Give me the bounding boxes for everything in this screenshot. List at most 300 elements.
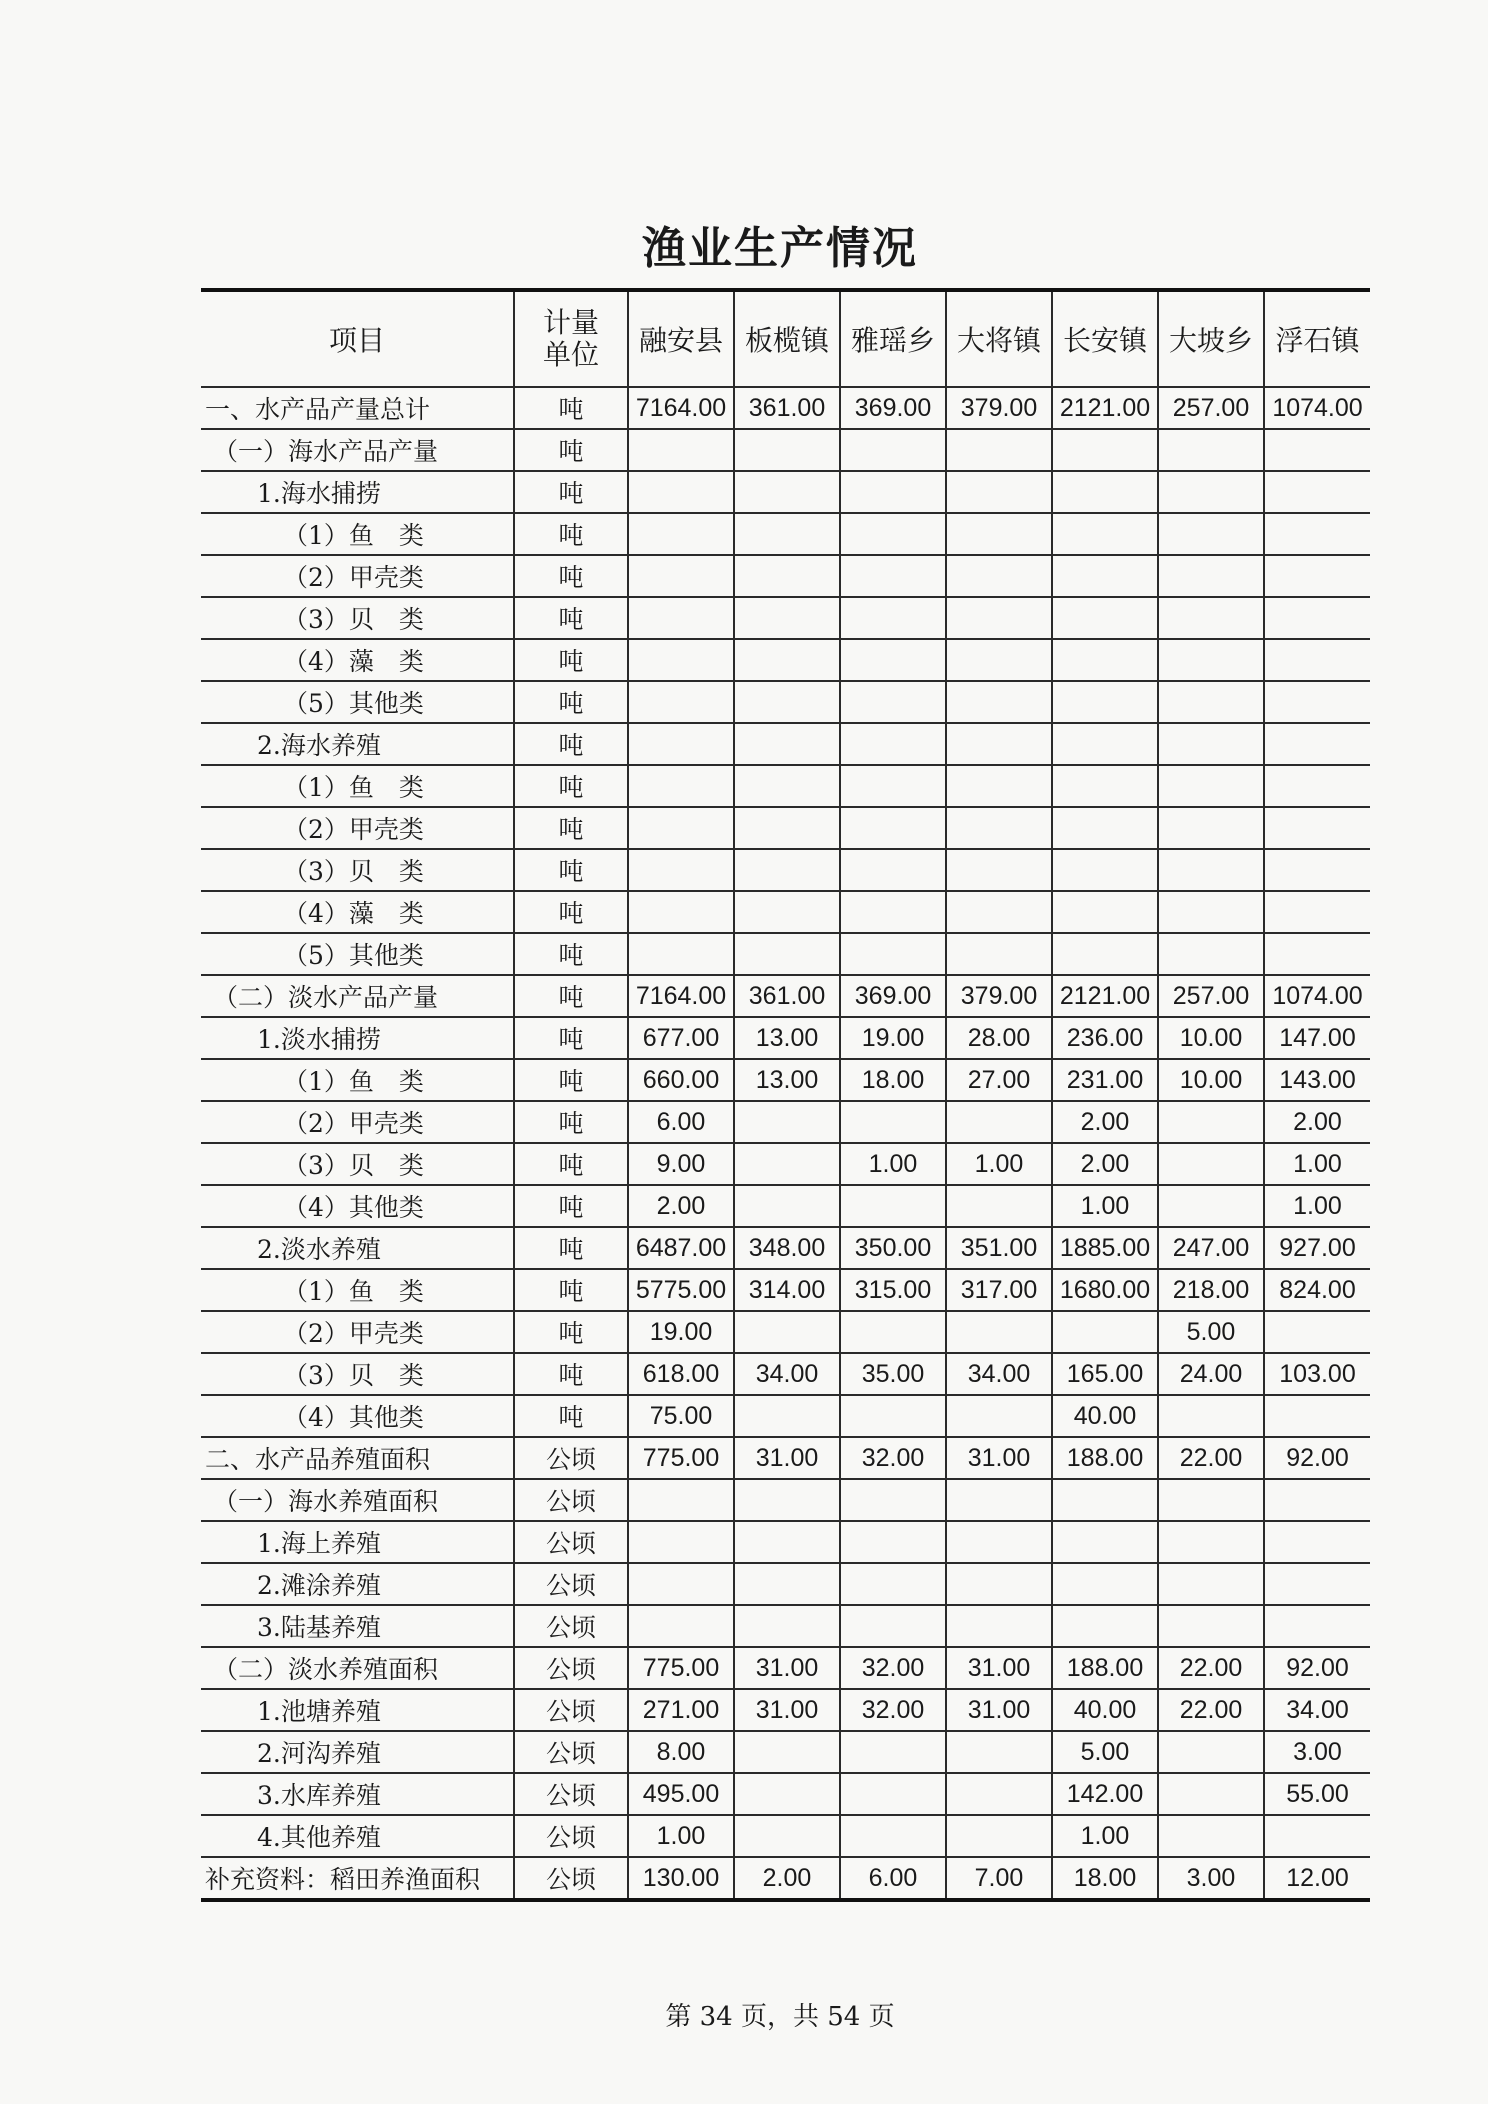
cell-value: 314.00 xyxy=(734,1269,840,1311)
cell-value: 361.00 xyxy=(734,975,840,1017)
cell-value xyxy=(734,1101,840,1143)
table-row xyxy=(201,1773,1370,1815)
header-item: 项目 xyxy=(201,290,514,387)
cell-value: 55.00 xyxy=(1264,1773,1370,1815)
table-row xyxy=(201,975,1370,1017)
cell-value xyxy=(1158,1143,1264,1185)
cell-value xyxy=(1052,639,1158,681)
row-unit: 公顷 xyxy=(514,1773,628,1815)
cell-value xyxy=(1158,933,1264,975)
cell-value: 188.00 xyxy=(1052,1647,1158,1689)
cell-value: 34.00 xyxy=(1264,1689,1370,1731)
cell-value: 18.00 xyxy=(840,1059,946,1101)
cell-value: 1.00 xyxy=(946,1143,1052,1185)
table-row xyxy=(201,1353,1370,1395)
cell-value xyxy=(946,723,1052,765)
row-item-label: （3）贝 类 xyxy=(201,849,514,891)
cell-value xyxy=(1264,555,1370,597)
cell-value xyxy=(1052,471,1158,513)
cell-value xyxy=(946,1731,1052,1773)
row-item-label: （2）甲壳类 xyxy=(201,807,514,849)
row-item-label: 1.池塘养殖 xyxy=(201,1689,514,1731)
table-row xyxy=(201,1521,1370,1563)
cell-value: 348.00 xyxy=(734,1227,840,1269)
cell-value xyxy=(946,849,1052,891)
row-unit: 吨 xyxy=(514,933,628,975)
table-row xyxy=(201,1269,1370,1311)
cell-value: 2.00 xyxy=(1052,1101,1158,1143)
cell-value: 22.00 xyxy=(1158,1647,1264,1689)
cell-value xyxy=(734,1185,840,1227)
cell-value xyxy=(1052,765,1158,807)
row-unit: 公顷 xyxy=(514,1479,628,1521)
row-unit: 公顷 xyxy=(514,1731,628,1773)
cell-value xyxy=(1158,849,1264,891)
cell-value: 2.00 xyxy=(734,1857,840,1900)
cell-value: 1.00 xyxy=(1264,1143,1370,1185)
cell-value xyxy=(1052,1479,1158,1521)
cell-value xyxy=(1052,681,1158,723)
cell-value xyxy=(628,765,734,807)
header-col: 融安县 xyxy=(628,290,734,387)
row-unit: 吨 xyxy=(514,807,628,849)
cell-value xyxy=(840,1521,946,1563)
header-col: 大将镇 xyxy=(946,290,1052,387)
cell-value xyxy=(840,1479,946,1521)
cell-value xyxy=(1264,723,1370,765)
row-unit: 吨 xyxy=(514,1227,628,1269)
row-unit: 公顷 xyxy=(514,1521,628,1563)
cell-value xyxy=(734,639,840,681)
cell-value xyxy=(946,471,1052,513)
cell-value: 1.00 xyxy=(1052,1185,1158,1227)
cell-value xyxy=(1158,429,1264,471)
cell-value: 677.00 xyxy=(628,1017,734,1059)
cell-value xyxy=(734,1731,840,1773)
cell-value xyxy=(1052,555,1158,597)
table-row xyxy=(201,1437,1370,1479)
cell-value: 13.00 xyxy=(734,1017,840,1059)
cell-value xyxy=(840,891,946,933)
cell-value: 369.00 xyxy=(840,387,946,429)
cell-value xyxy=(840,471,946,513)
cell-value xyxy=(946,1395,1052,1437)
row-unit: 公顷 xyxy=(514,1605,628,1647)
table-row xyxy=(201,639,1370,681)
row-item-label: （5）其他类 xyxy=(201,681,514,723)
cell-value: 315.00 xyxy=(840,1269,946,1311)
cell-value: 351.00 xyxy=(946,1227,1052,1269)
table-row xyxy=(201,555,1370,597)
cell-value: 8.00 xyxy=(628,1731,734,1773)
cell-value xyxy=(734,1521,840,1563)
cell-value xyxy=(840,513,946,555)
cell-value xyxy=(1052,1311,1158,1353)
cell-value xyxy=(1158,513,1264,555)
cell-value: 188.00 xyxy=(1052,1437,1158,1479)
row-item-label: （4）藻 类 xyxy=(201,891,514,933)
cell-value xyxy=(946,765,1052,807)
cell-value xyxy=(628,471,734,513)
cell-value xyxy=(1158,1521,1264,1563)
row-item-label: （1）鱼 类 xyxy=(201,513,514,555)
cell-value xyxy=(840,1731,946,1773)
table-row xyxy=(201,1647,1370,1689)
cell-value xyxy=(946,1311,1052,1353)
row-unit: 公顷 xyxy=(514,1857,628,1900)
row-unit: 吨 xyxy=(514,681,628,723)
cell-value: 31.00 xyxy=(734,1647,840,1689)
cell-value: 5775.00 xyxy=(628,1269,734,1311)
cell-value: 660.00 xyxy=(628,1059,734,1101)
cell-value xyxy=(946,933,1052,975)
cell-value xyxy=(734,1605,840,1647)
cell-value xyxy=(1264,1605,1370,1647)
cell-value xyxy=(946,1521,1052,1563)
cell-value: 13.00 xyxy=(734,1059,840,1101)
cell-value: 618.00 xyxy=(628,1353,734,1395)
cell-value xyxy=(1264,765,1370,807)
cell-value: 18.00 xyxy=(1052,1857,1158,1900)
cell-value: 1074.00 xyxy=(1264,387,1370,429)
table-row xyxy=(201,1227,1370,1269)
row-item-label: 2.河沟养殖 xyxy=(201,1731,514,1773)
cell-value xyxy=(628,849,734,891)
cell-value xyxy=(1052,849,1158,891)
row-unit: 吨 xyxy=(514,387,628,429)
cell-value xyxy=(1264,597,1370,639)
cell-value: 10.00 xyxy=(1158,1017,1264,1059)
row-unit: 吨 xyxy=(514,1353,628,1395)
cell-value xyxy=(628,639,734,681)
cell-value xyxy=(734,891,840,933)
cell-value: 34.00 xyxy=(946,1353,1052,1395)
cell-value xyxy=(1158,1815,1264,1857)
row-item-label: （3）贝 类 xyxy=(201,1353,514,1395)
header-col: 浮石镇 xyxy=(1264,290,1370,387)
row-unit: 吨 xyxy=(514,471,628,513)
cell-value: 271.00 xyxy=(628,1689,734,1731)
table-row xyxy=(201,1311,1370,1353)
cell-value xyxy=(1158,597,1264,639)
cell-value: 28.00 xyxy=(946,1017,1052,1059)
row-item-label: （4）藻 类 xyxy=(201,639,514,681)
header-unit xyxy=(514,290,628,387)
cell-value xyxy=(1158,891,1264,933)
cell-value xyxy=(1052,933,1158,975)
cell-value: 32.00 xyxy=(840,1437,946,1479)
row-unit: 吨 xyxy=(514,849,628,891)
row-item-label: （二）淡水产品产量 xyxy=(201,975,514,1017)
row-item-label: 1.海水捕捞 xyxy=(201,471,514,513)
cell-value xyxy=(628,513,734,555)
cell-value: 3.00 xyxy=(1264,1731,1370,1773)
cell-value xyxy=(840,1101,946,1143)
cell-value xyxy=(1052,1563,1158,1605)
cell-value xyxy=(1264,807,1370,849)
cell-value xyxy=(734,1773,840,1815)
cell-value: 231.00 xyxy=(1052,1059,1158,1101)
cell-value xyxy=(628,597,734,639)
cell-value: 247.00 xyxy=(1158,1227,1264,1269)
cell-value: 2.00 xyxy=(628,1185,734,1227)
cell-value: 3.00 xyxy=(1158,1857,1264,1900)
cell-value: 22.00 xyxy=(1158,1437,1264,1479)
cell-value xyxy=(840,681,946,723)
table-row xyxy=(201,1815,1370,1857)
cell-value xyxy=(628,1605,734,1647)
cell-value xyxy=(734,1815,840,1857)
cell-value xyxy=(840,429,946,471)
cell-value xyxy=(1264,471,1370,513)
cell-value xyxy=(840,1395,946,1437)
table-row xyxy=(201,429,1370,471)
cell-value xyxy=(628,723,734,765)
cell-value: 92.00 xyxy=(1264,1437,1370,1479)
cell-value: 10.00 xyxy=(1158,1059,1264,1101)
table-row xyxy=(201,1689,1370,1731)
cell-value xyxy=(840,555,946,597)
cell-value xyxy=(734,597,840,639)
cell-value: 7.00 xyxy=(946,1857,1052,1900)
cell-value xyxy=(1264,933,1370,975)
cell-value: 147.00 xyxy=(1264,1017,1370,1059)
table-row xyxy=(201,1101,1370,1143)
cell-value: 1074.00 xyxy=(1264,975,1370,1017)
header-col: 板榄镇 xyxy=(734,290,840,387)
cell-value: 6487.00 xyxy=(628,1227,734,1269)
cell-value: 31.00 xyxy=(946,1647,1052,1689)
cell-value xyxy=(628,429,734,471)
cell-value: 19.00 xyxy=(840,1017,946,1059)
cell-value xyxy=(946,639,1052,681)
row-item-label: （4）其他类 xyxy=(201,1395,514,1437)
table-row xyxy=(201,1017,1370,1059)
cell-value: 2121.00 xyxy=(1052,387,1158,429)
table-row xyxy=(201,933,1370,975)
table-body xyxy=(201,387,1370,1900)
cell-value xyxy=(628,555,734,597)
cell-value: 1.00 xyxy=(840,1143,946,1185)
cell-value xyxy=(946,1815,1052,1857)
cell-value xyxy=(946,807,1052,849)
table-row xyxy=(201,1479,1370,1521)
row-unit: 公顷 xyxy=(514,1689,628,1731)
row-unit: 公顷 xyxy=(514,1437,628,1479)
cell-value xyxy=(1264,639,1370,681)
cell-value: 40.00 xyxy=(1052,1689,1158,1731)
header-col: 长安镇 xyxy=(1052,290,1158,387)
table-row xyxy=(201,807,1370,849)
row-item-label: 1.海上养殖 xyxy=(201,1521,514,1563)
cell-value: 9.00 xyxy=(628,1143,734,1185)
cell-value: 379.00 xyxy=(946,387,1052,429)
cell-value: 32.00 xyxy=(840,1689,946,1731)
cell-value xyxy=(1158,1563,1264,1605)
cell-value xyxy=(734,933,840,975)
row-unit: 吨 xyxy=(514,1017,628,1059)
cell-value xyxy=(1158,639,1264,681)
cell-value xyxy=(946,555,1052,597)
cell-value xyxy=(628,1521,734,1563)
cell-value xyxy=(946,1185,1052,1227)
cell-value xyxy=(734,429,840,471)
cell-value xyxy=(1264,681,1370,723)
row-item-label: 4.其他养殖 xyxy=(201,1815,514,1857)
row-unit: 吨 xyxy=(514,891,628,933)
cell-value xyxy=(840,849,946,891)
cell-value xyxy=(946,1563,1052,1605)
cell-value xyxy=(628,681,734,723)
cell-value: 218.00 xyxy=(1158,1269,1264,1311)
row-unit: 吨 xyxy=(514,513,628,555)
cell-value: 31.00 xyxy=(734,1437,840,1479)
row-unit: 吨 xyxy=(514,639,628,681)
cell-value xyxy=(840,1605,946,1647)
cell-value: 103.00 xyxy=(1264,1353,1370,1395)
cell-value: 2.00 xyxy=(1052,1143,1158,1185)
header-col: 雅瑶乡 xyxy=(840,290,946,387)
cell-value xyxy=(1052,1605,1158,1647)
cell-value xyxy=(1052,1521,1158,1563)
cell-value: 495.00 xyxy=(628,1773,734,1815)
cell-value: 40.00 xyxy=(1052,1395,1158,1437)
cell-value xyxy=(1052,597,1158,639)
cell-value xyxy=(734,555,840,597)
row-unit: 吨 xyxy=(514,1185,628,1227)
cell-value xyxy=(1264,891,1370,933)
row-item-label: （一）海水养殖面积 xyxy=(201,1479,514,1521)
cell-value xyxy=(1158,1773,1264,1815)
cell-value xyxy=(946,891,1052,933)
row-unit: 吨 xyxy=(514,1101,628,1143)
cell-value xyxy=(1158,723,1264,765)
cell-value xyxy=(946,597,1052,639)
row-item-label: 3.水库养殖 xyxy=(201,1773,514,1815)
cell-value xyxy=(1158,765,1264,807)
row-item-label: （3）贝 类 xyxy=(201,597,514,639)
row-unit: 吨 xyxy=(514,429,628,471)
row-unit: 吨 xyxy=(514,555,628,597)
table-row xyxy=(201,1395,1370,1437)
cell-value: 7164.00 xyxy=(628,975,734,1017)
cell-value xyxy=(840,639,946,681)
cell-value xyxy=(628,807,734,849)
cell-value xyxy=(1264,1815,1370,1857)
table-row xyxy=(201,1857,1370,1900)
cell-value: 5.00 xyxy=(1052,1731,1158,1773)
row-unit: 吨 xyxy=(514,1311,628,1353)
row-item-label: （2）甲壳类 xyxy=(201,555,514,597)
cell-value: 1.00 xyxy=(1052,1815,1158,1857)
cell-value xyxy=(1158,1101,1264,1143)
row-unit: 公顷 xyxy=(514,1815,628,1857)
cell-value xyxy=(734,1395,840,1437)
cell-value: 824.00 xyxy=(1264,1269,1370,1311)
cell-value: 165.00 xyxy=(1052,1353,1158,1395)
cell-value xyxy=(734,807,840,849)
row-item-label: （一）海水产品产量 xyxy=(201,429,514,471)
row-item-label: 补充资料：稻田养渔面积 xyxy=(201,1857,514,1900)
cell-value xyxy=(1264,429,1370,471)
table-row xyxy=(201,1059,1370,1101)
row-unit: 吨 xyxy=(514,1059,628,1101)
cell-value xyxy=(1264,849,1370,891)
cell-value xyxy=(734,1563,840,1605)
cell-value: 775.00 xyxy=(628,1437,734,1479)
row-unit: 公顷 xyxy=(514,1647,628,1689)
cell-value xyxy=(946,513,1052,555)
row-unit: 吨 xyxy=(514,1395,628,1437)
cell-value: 236.00 xyxy=(1052,1017,1158,1059)
cell-value xyxy=(734,1143,840,1185)
table-row xyxy=(201,891,1370,933)
cell-value: 31.00 xyxy=(946,1689,1052,1731)
cell-value: 1.00 xyxy=(1264,1185,1370,1227)
header-unit-line2: 单位 xyxy=(542,338,599,371)
cell-value xyxy=(1264,1521,1370,1563)
table-row xyxy=(201,723,1370,765)
header-col: 大坡乡 xyxy=(1158,290,1264,387)
cell-value xyxy=(1264,1395,1370,1437)
cell-value: 2.00 xyxy=(1264,1101,1370,1143)
cell-value xyxy=(1264,513,1370,555)
row-item-label: （2）甲壳类 xyxy=(201,1101,514,1143)
cell-value xyxy=(946,1101,1052,1143)
cell-value xyxy=(840,1773,946,1815)
cell-value: 6.00 xyxy=(840,1857,946,1900)
cell-value xyxy=(1052,429,1158,471)
cell-value xyxy=(628,891,734,933)
cell-value: 2121.00 xyxy=(1052,975,1158,1017)
cell-value: 5.00 xyxy=(1158,1311,1264,1353)
cell-value: 257.00 xyxy=(1158,387,1264,429)
cell-value: 22.00 xyxy=(1158,1689,1264,1731)
table-row xyxy=(201,1185,1370,1227)
table-row xyxy=(201,1143,1370,1185)
cell-value: 350.00 xyxy=(840,1227,946,1269)
cell-value xyxy=(734,681,840,723)
cell-value xyxy=(1158,807,1264,849)
row-item-label: （4）其他类 xyxy=(201,1185,514,1227)
row-item-label: 2.海水养殖 xyxy=(201,723,514,765)
table-row xyxy=(201,1563,1370,1605)
cell-value xyxy=(1158,681,1264,723)
cell-value: 27.00 xyxy=(946,1059,1052,1101)
row-unit: 吨 xyxy=(514,765,628,807)
cell-value xyxy=(628,1563,734,1605)
cell-value: 927.00 xyxy=(1264,1227,1370,1269)
page-footer: 第 34 页，共 54 页 xyxy=(665,2002,895,2032)
cell-value: 31.00 xyxy=(734,1689,840,1731)
cell-value xyxy=(734,1311,840,1353)
cell-value: 257.00 xyxy=(1158,975,1264,1017)
row-item-label: （1）鱼 类 xyxy=(201,1059,514,1101)
row-item-label: 二、水产品养殖面积 xyxy=(201,1437,514,1479)
row-item-label: （2）甲壳类 xyxy=(201,1311,514,1353)
row-unit: 吨 xyxy=(514,597,628,639)
row-item-label: （3）贝 类 xyxy=(201,1143,514,1185)
row-item-label: 2.淡水养殖 xyxy=(201,1227,514,1269)
cell-value xyxy=(1052,891,1158,933)
cell-value xyxy=(840,597,946,639)
cell-value xyxy=(734,471,840,513)
cell-value xyxy=(946,1479,1052,1521)
table-row xyxy=(201,597,1370,639)
cell-value: 130.00 xyxy=(628,1857,734,1900)
row-unit: 吨 xyxy=(514,1143,628,1185)
header-unit-line1: 计量 xyxy=(542,306,599,339)
